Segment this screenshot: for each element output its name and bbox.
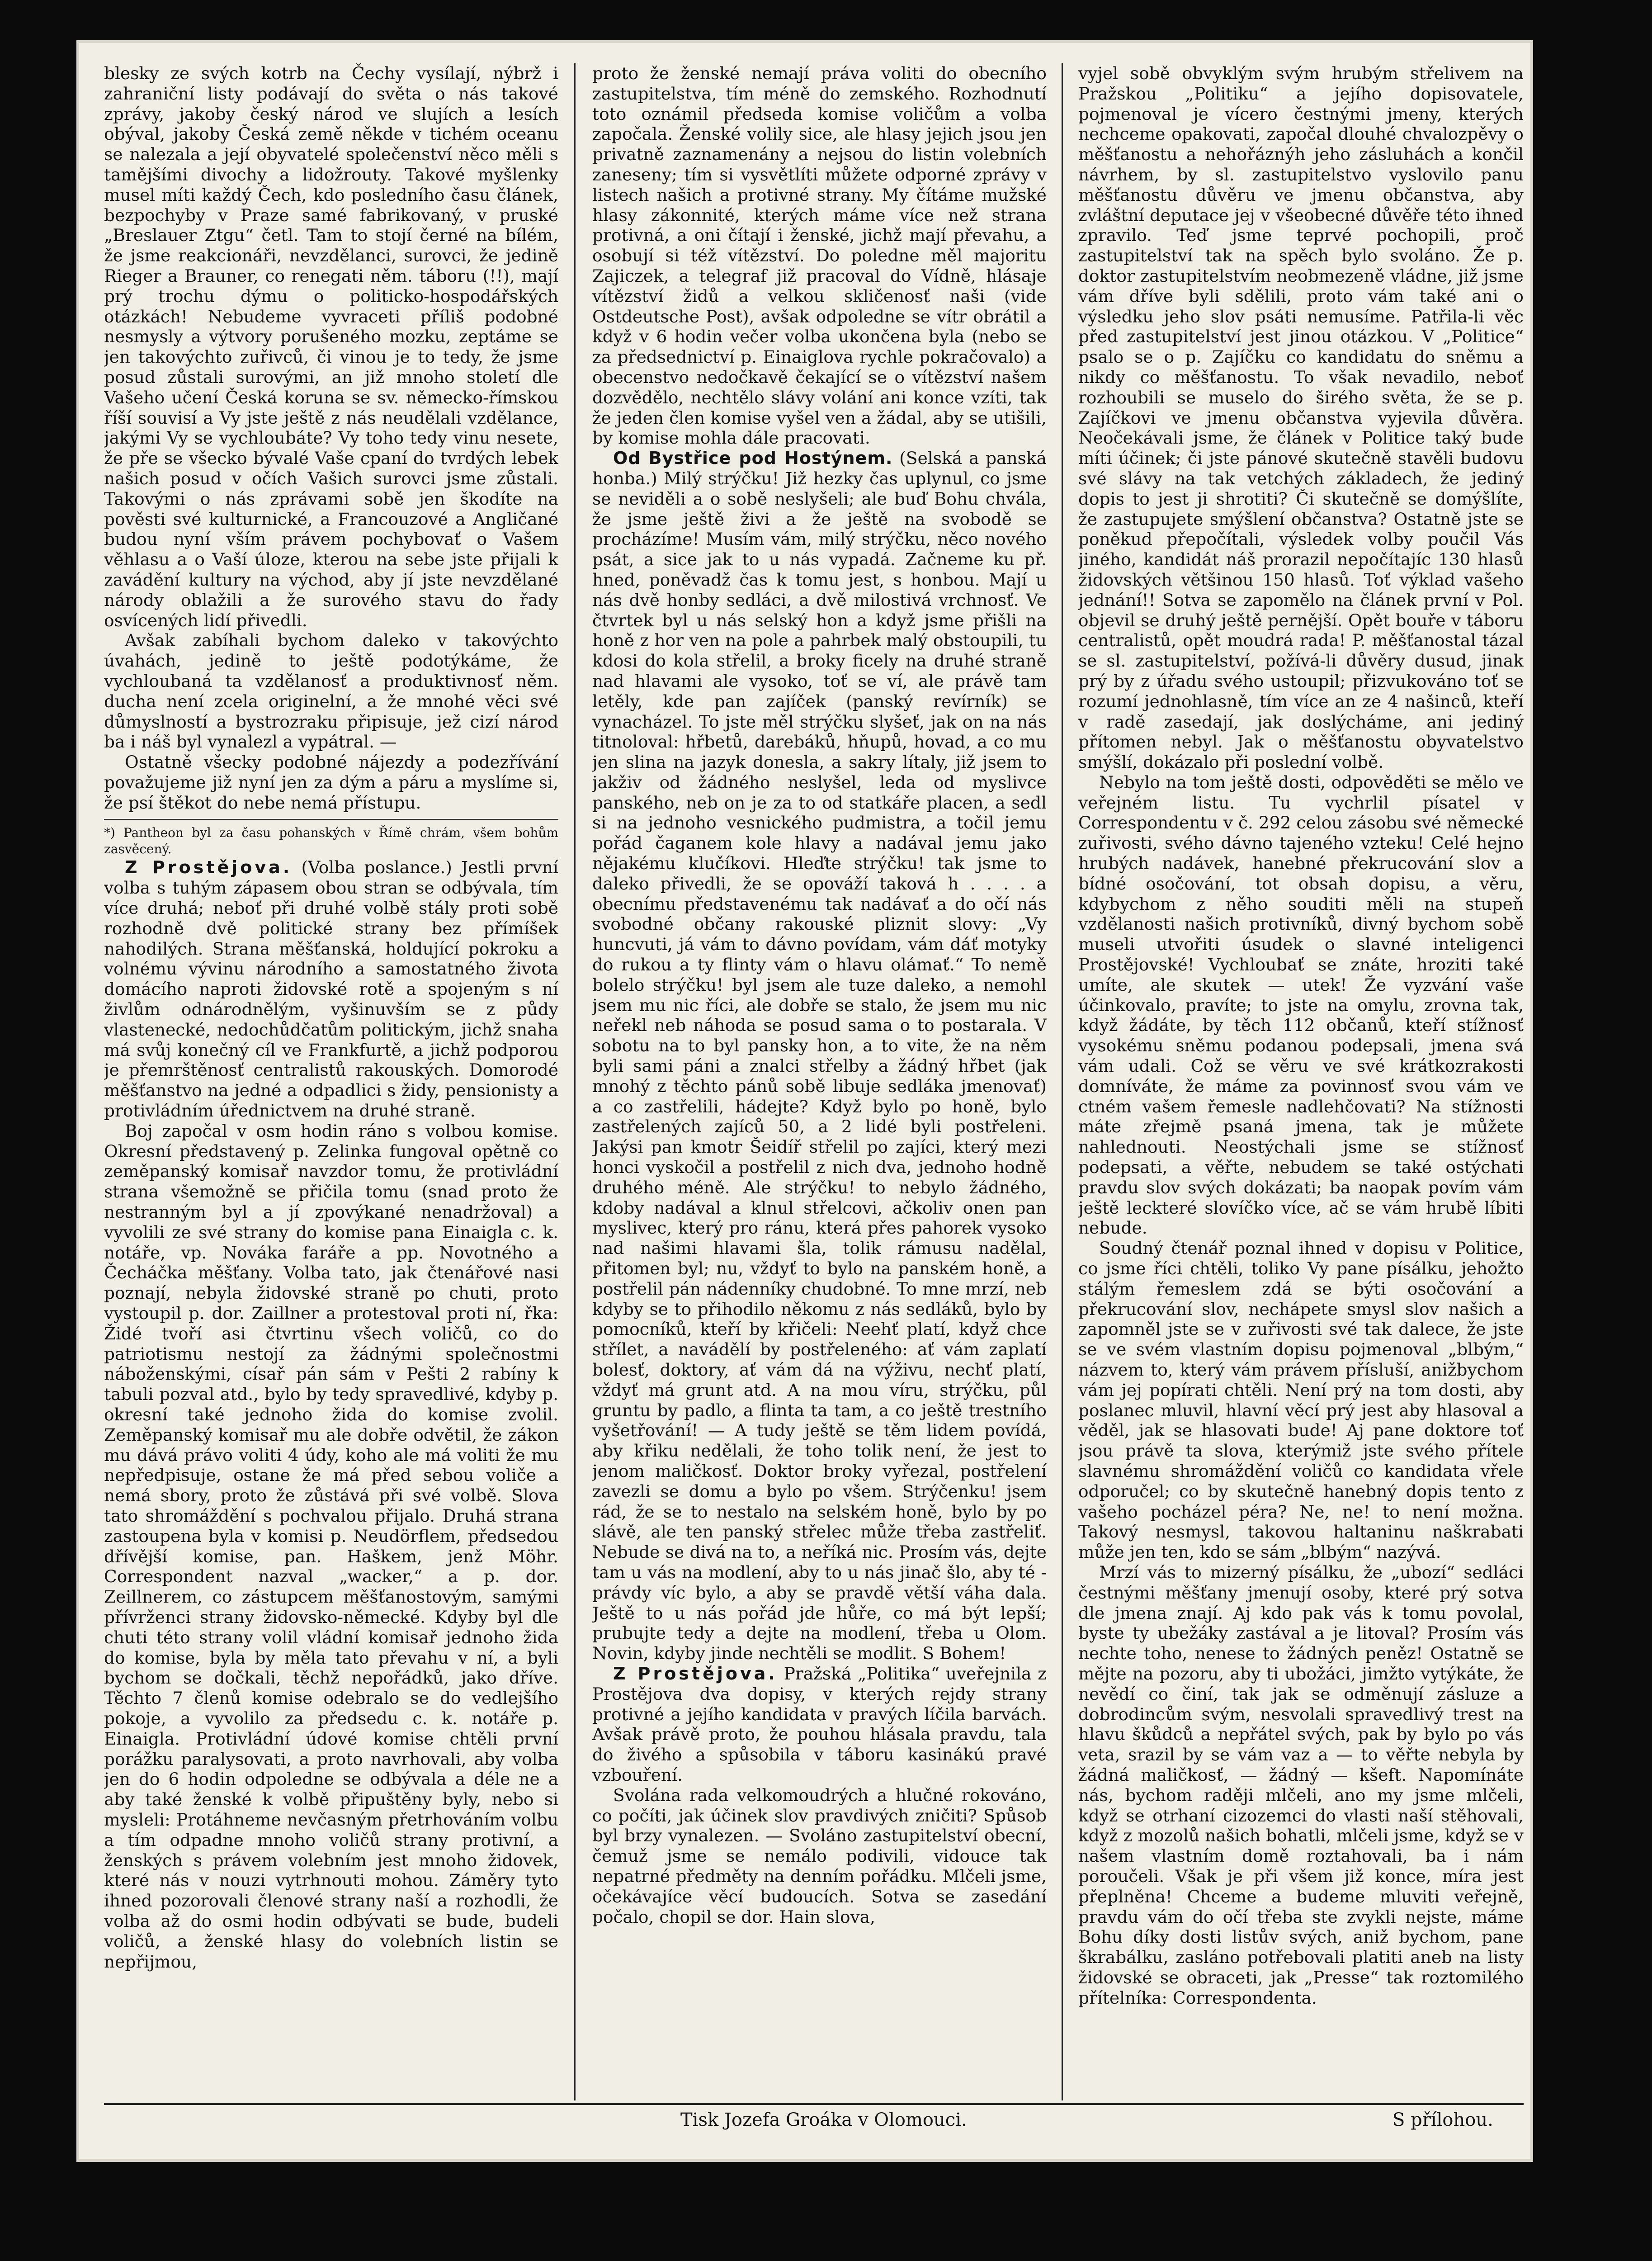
printer-imprint: Tisk Jozefa Groáka v Olomouci. xyxy=(680,2110,967,2130)
article-paragraph: proto že ženské nemají práva voliti do obecního zastupitelstva, tím méně do zemského. Rozhodnutí toto oznámil předseda komise voličům a volba započala. Ženské volily sice, ale hlasy jejich jsou jen privatně zaznamenány a nejsou do listin volebních zaneseny; tím si vysvětlíti můžete odporné zprávy v listech našich a protivné strany. My čítáme mužské hlasy zákonnité, kterých máme více než strana protivná, a oni čítají i ženské, jichž mají převahu, a osobují si též vítězství. Do poledne měl majoritu Zajiczek, a telegraf již pracoval do Vídně, hlásaje vítězství židů a velkou skličenosť naši (vide Ostdeutsche Post), avšak odpoledne se vítr obrátil a když v 6 hodin večer volba ukončena byla (nebo se za předsednictví p. Einaiglova rychle pokračovalo) a obecenstvo nedočkavě čekající se o vítězství našem dozvědělo, nechtělo slávy volání ani konce vzíti, tak že jeden člen komise vyšel ven a žádal, aby se utišili, by komise mohla dále pracovati. xyxy=(592,63,1047,448)
footer-rule xyxy=(104,2103,1524,2105)
section-subtitle: (Selská a panská honba.) xyxy=(592,448,1047,488)
section-heading-prostejov: Z Prostějova. xyxy=(125,857,293,878)
column-left xyxy=(104,63,558,2098)
supplement-note: S přílohou. xyxy=(1392,2110,1493,2130)
footnote: *) Pantheon byl za času pohanských v Římě chrám, všem bohům zasvěcený. xyxy=(104,825,558,857)
article-paragraph: Boj započal v osm hodin ráno s volbou komise. Okresní představený p. Zelinka fungoval opětně co zeměpanský komisař navzdor tomu, že protivládní strana všemožně se přičila tomu (snad proto že nestranným byl a jí zpovýkané nenadržoval) a vyvolili ze své strany do komise pana Einaigla c. k. notáře, vp. Nováka faráře a pp. Novotného a Čecháčka měšťany. Volba tato, jak čtenářové nasi poznají, nebyla židovské straně po chuti, proto vystoupil p. dor. Zaillner a protestoval proti ní, řka: Židé tvoří asi čtvrtinu všech voličů, co do patriotismu nestojí za žádnými společnostmi náboženskými, císař pán sám v Pešti 2 rabíny k tabuli pozval atd., bylo by tedy spravedlivé, kdyby p. okresní také jednoho žida do komise zvolil. Zeměpanský komisař mu ale dobře odvětil, že zákon mu dává právo voliti 4 údy, koho ale má voliti že mu nepředpisuje, ostane že má před sebou voliče a nemá sbory, proto že zůstává při své volbě. Slova tato shromáždění s pochvalou přijalo. Druhá strana zastoupena byla v komisi p. Neudörflem, předsedou dřívější komise, pan. Haškem, jenž Möhr. Correspondent nazval „wacker,“ a p. dor. Zeillnerem, co zástupcem měšťanostovým, samými přívrženci strany židovsko-německé. Kdyby byl dle chuti této strany volil vládní komisař jednoho žida do komise, byla by měla tato převahu v ní, a byli bychom se dočkali, těchž nepořádků, jako dříve. Těchto 7 členů komise odebralo se do vedlejšího pokoje, a vyvolilo za předsedu c. k. notáře p. Einaigla. Protivládní údové komise chtěli první porážku paralysovati, a proto navrhovali, aby volba jen do 6 hodin odpoledne se odbývala a déle ne a aby také ženské k volbě připuštěny byly, nebo si mysleli: Protáhneme nevčasným přetrhováním volbu a tím odpadne mnoho voličů strany protivní, a ženských s právem volebním jest mnoho židovek, které nás v nouzi vytrhnouti mohou. Záměry tyto ihned pozorovali členové strany naší a rozhodli, že volba až do osmi hodin odbývati se bude, budeli voličů, a ženské hlasy do volebních listin se nepřijmou, xyxy=(104,1121,558,1972)
section-heading-prostejov-2: Z Prostějova. xyxy=(613,1663,778,1684)
article-paragraph: Jestli první volba s tuhým zápasem obou stran se odbývala, tím více druhá; neboť při druhé volbě stály proti sobě rozhodně dvě politické strany bez přímíšek nahodilých. Strana měšťanská, holdující pokroku a volnému vývinu národního a samostatného života domácího naproti židovské rotě a spojeným s ní živlům odnárodnělým, vyšinuvším se z půdy vlastenecké, nedochůdčatům politickým, jichž snaha má svůj konečný cíl ve Frankfurtě, a jichž podporou je přemrštěnosť centralistů rakouských. Domorodé měšťanstvo na jedné a odpadlici s židy, pensionisty a protivládním úřednictvem na druhé straně. xyxy=(104,857,558,1121)
article-columns xyxy=(104,63,1524,2098)
column-divider xyxy=(1062,63,1063,2100)
column-divider xyxy=(574,63,576,2100)
article-paragraph: blesky ze svých kotrb na Čechy vysílají, nýbrž i zahraniční listy podávají do světa o nás takové zprávy, jakoby český národ ve slujích a lesích obýval, jakoby Česká země někde v tichém oceanu se nalezala a její obyvatelé společenství něco měli s tamějšími divochy a lidožrouty. Takové myšlenky musel míti každý Čech, kdo posledního času článek, bezpochyby v Praze samé fabrikovaný, v pruské „Breslauer Ztgu“ četl. Tam to stojí černé na bílém, že jsme reakcionáři, nevzdělanci, surovci, že jedině Rieger a Brauner, co renegati něm. táboru (!!), mají prý trochu dýmu o politicko-hospodářských otázkách! Nebudeme vyvraceti příliš podobné nesmysly a výtvory porušeného mozku, zeptáme se jen takovýchto zuřivců, či vinou je to tedy, že jsme posud zůstali surovými, an již mnoho století dle Vašeho učení Česká koruna se sv. německo-římskou říší souvisí a Vy jste ještě z nás neudělali vzdělance, jakými Vy se vychloubáte? Vy toho tedy vinu nesete, že pře se všecko bývalé Vaše cpaní do tvrdých lebek našich posud v očích Vašich surovci jsme zůstali. Takovými o nás zprávami sobě jen škodíte na pověsti své kulturnické, a Francouzové a Angličané budou nyní vším právem pochybovať o Vašem věhlasu a o Vaší úloze, kterou na sebe jste přijali k zavádění kultury na východ, aby jí jste nevzdělané národy oblažili a že surového stavu do řady osvícených lidí přivedli. xyxy=(104,63,558,630)
newspaper-page xyxy=(79,43,1530,2159)
article-paragraph: Ostatně všecky podobné nájezdy a podezřívání považujeme již nyní jen za dým a páru a myslíme si, že psí štěkot do nebe nemá přístupu. xyxy=(104,752,558,813)
column-right xyxy=(1078,63,1524,2098)
article-paragraph: Svolána rada velkomoudrých a hlučné rokováno, co počíti, jak účinek slov pravdivých zničiti? Spůsob byl brzy vynalezen. — Svoláno zastupitelství obecní, čemuž jsme se nemálo podivili, vidouce tak nepatrné předměty na denním pořádku. Mlčeli jsme, očekávajíce věcí budoucích. Sotva se zasedání počalo, chopil se dor. Hain slova, xyxy=(592,1785,1047,1927)
article-paragraph: Soudný čtenář poznal ihned v dopisu v Politice, co jsme říci chtěli, toliko Vy pane písálku, jehožto stálým řemeslem zdá se býti osočování a překrucování slov, nechápete smysl slov našich a zapomněl jste se v zuřivosti své tak dalece, že jste se ve svém vlastním dopisu pojmenoval „blbým,“ názvem to, který vám právem přísluší, anižbychom vám jej popírati chtěli. Není prý na tom dosti, aby poslanec mluvil, hlavní věcí prý jest aby hlasoval a věděl, jak se hlasovati bude! Aj pane doktore toť jsou právě ta slova, kterýmiž jste svého přítele slavnému shromáždění voličů co kandidata vřele odporučel; co by skutečně hanebný dopis tento z vašeho pocházel péra? Ne, ne! to není možna. Takový nesmysl, takovou haltaninu naškrabati může jen ten, kdo se sám „blbým“ nazývá. xyxy=(1078,1238,1524,1562)
article-paragraph: Milý strýčku! Již hezky čas uplynul, co jsme se neviděli a o sobě neslyšeli; ale buď Bohu chvála, že jsme ještě živi a že ještě na svobodě se procházíme! Musím vám, milý strýčku, něco nového psát, a sice jak to u nás vypadá. Začneme ku př. hned, poněvadž čas k tomu jest, s honbou. Mají u nás dvě honby sedláci, a dvě milostivá vrchnosť. Ve čtvrtek byl u nás selský hon a když jsme přišli na honě z hor ven na pole a pahrbek malý obstoupili, tu kdosi do kola střelil, a broky ficely na druhé straně nad hlavami ale vysoko, toť se ví, ale právě tam letěly, kde pan zajíček (panský revírník) se vynacházel. To jste měl strýčku slyšeť, jak on na nás titnoloval: hřbetů, darebáků, hňupů, hovad, a co mu jen slina na jazyk donesla, a sakry lítaly, již jsem to jakživ od žádného neslyšel, leda od myslivce panského, neb on je za to od statkáře placen, a sedl si na jednoho vesnického pudmistra, a točil jemu pořád čaganem kole hlavy a nadával jemu jako nějakému klučíkovi. Hleďte strýčku! tak jsme to daleko přivedli, že se opováží taková h . . . . a obecnímu představenému tak nadávať a do očí nás svobodné občany rakouské pliznit slovy: „Vy huncvuti, já vám to dávno povídam, vám dáť motyky do rukou a ty flinty vám o hlavu olámať.“ To nemě bolelo strýčku! byl jsem ale tuze daleko, a nemohl jsem mu nic říci, ale dobře se stalo, že jsem mu nic neřekl neb náhoda se posud sama o to postarala. V sobotu na to byl pansky hon, a to vite, že na něm byli sami páni a znalci střelby a žádný hřbet (jak mnohý z těchto pánů sobě libuje sedláka jmenovať) a co zastřelili, hádejte? Když bylo po honě, bylo zastřelených zajíců 50, a 2 lidé byli postřeleni. Jakýsi pan kmotr Šeidíř střelil po zajíci, který mezi honci vyskočil a postřelil z nich dva, jednoho hodně druhého méně. Ale strýčku! to nebylo žádného, kdoby nadával a klnul střelcovi, ačkoliv onen pan myslivec, který pro ránu, která přes pahorek vysoko nad našimi hlavami šla, tolik rámusu nadělal, přitomen byl; nu, vždyť to bylo na panském honě, a postřelil pán nádenníky chudobné. To mne mrzí, neb kdyby se to přihodilo někomu z nás sedláků, bylo by pomocníků, kteří by křičeli: Neehť platí, když chce střílet, a navádělí by postřeleného: ať vám zaplatí bolesť, doktory, ať vám dá na výživu, nechť platí, vždyť má grunt atd. A na mou víru, strýčku, půl gruntu by padlo, a flinta ta tam, a co ještě trestního vyšetřování! — A tudy ještě se těm lidem povídá, aby křiku nedělali, že toho tolik není, že jest to jenom maličkosť. Doktor broky vyřezal, postřelení zavezli se domu a bylo po všem. Strýčenku! jsem rád, že se to nestalo na selském honě, bylo by po slávě, ale ten panský střelec může třeba zastřeliť. Nebude se divá na to, a neříká nic. Prosím vás, dejte tam u vás na modlení, aby to u nás jinač šlo, aby té -právdy víc bylo, a aby se pravdě větší váha dala. Ještě to u nás pořád jde hůře, co má být lepší; prubujte tedy a dejte na modlení, třeba u Olom. Novin, kdyby jinde nechtěli se modlit. S Bohem! xyxy=(592,468,1047,1664)
article-paragraph: Pražská „Politika“ uveřejnila z Prostějova dva dopisy, v kterých rejdy strany protivné a jejího kandidata v pravých líčila barvách. Avšak právě proto, že pouhou hlásala pravdu, tala do živého a spůsobila v táboru kasinákú pravé vzbouření. xyxy=(592,1663,1047,1785)
section-subtitle: (Volba poslance.) xyxy=(301,857,452,878)
article-paragraph: Nebylo na tom ještě dosti, odpověděti se mělo ve veřejném listu. Tu vychrlil písatel v Correspondentu v č. 292 celou zásobu své německé zuřivosti, svého dávno tajeného vzteku! Celé hejno hrubých nadávek, hanebné překrucování slov a bídné osočování, tot obsah dopisu, a věru, kdybychom z něho souditi měli na stupeň vzdělanosti našich protivníků, divný bychom sobě museli utvořiti úsudek o slavné inteligenci Prostějovské! Vychloubať se znáte, hroziti také umíte, ale skutek — utek! Že vyzvání vaše účinkovalo, pravíte; to jste na omylu, zrovna tak, když žádáte, by těch 112 občanů, kteří stížnosť vysokému sněmu podanou podepsali, jmena svá vám udali. Což se věru ve své krátkozrakosti domníváte, že máme za povinnosť svou vám ve ctném vašem řemesle nadlehčovati? Na stížnosti máte zřejmě psaná jmena, tak je můžete nahlednouti. Neostýchali jsme se stížnosť podepsati, a věřte, nebudem se také ostýchati pravdu slov svých dokázati; ba naopak povím vám ještě leckteré slovíčko více, ač se vám hrubě líbiti nebude. xyxy=(1078,772,1524,1238)
article-paragraph: Mrzí vás to mizerný písálku, že „ubozí“ sedláci čestnými měšťany jmenují osoby, které prý sotva dle jmena znají. Aj kdo pak vás k tomu povolal, byste ty ubežáky zastával a je litoval? Prosím vás nechte toho, nenese to žádných peněz! Ostatně se mějte na pozoru, aby ti ubožáci, jimžto vytýkáte, že nevědí co činí, tak jak se odměnují zásluze a dobrodincům svým, nesvolali spravedlivý trest na hlavu škůdců a nepřátel svých, pak by bylo po vás veta, srazil by se vám vaz a — to věřte nebyla by žádná maličkosť, — žádný — kšeft. Napomínáte nás, bychom raději mlčeli, ano my jsme mlčeli, když se otrhaní cizozemci do vlasti naší stěhovali, když z mozolů našich bohatli, mlčeli jsme, když se v našem vlastním domě roztahovali, ba i nám poroučeli. Však je při všem již konce, míra jest přeplněna! Chceme a budeme mluviti veřejně, pravdu vám do očí třeba ste zvykli nejste, máme Bohu díky dosti listův svých, aniž bychom, pane škrabálku, zasláno potřebovali platiti aneb na listy židovské se obraceti, jak „Presse“ tak roztomilého přítelníka: Correspondenta. xyxy=(1078,1562,1524,2008)
column-middle xyxy=(592,63,1047,2098)
footnote-divider xyxy=(104,819,558,820)
article-paragraph: vyjel sobě obvyklým svým hrubým střelivem na Pražskou „Politiku“ a jejího dopisovatele, pojmenoval je vícero čestnými jmeny, kterých nechceme opakovati, započal dlouhé chvalozpěvy o měšťanostu a nehořáznýh jeho zásluhách a končil návrhem, by sl. zastupitelstvo vyslovilo panu měšťanostu důvěru ve jmenu občanstva, aby zvláštní deputace jej v všeobecné důvěře této ihned zpravilo. Teď jsme teprvé pochopili, proč zastupitelství tak na spěch bylo svoláno. Že p. doktor zastupitelstvím neobmezeně vládne, již jsme vám dříve byli sdělili, proto vám také ani o výsledku jeho slov psáti nemusíme. Patřila-li věc před zastupitelství jest jinou otázkou. V „Politice“ psalo se o p. Zajíčku co kandidatu do sněmu a nikdy co měšťanostu. To však nevadilo, neboť rozhoubili se muselo do širého světa, že se p. Zajíčkovi ve jmenu občanstva vyjevila důvěra. Neočekávali jsme, že článek v Politice taký bude míti účinek; či jste pánové skutečně stavěli budovu své slávy na tak vetchých základech, že jediný dopis to jest ji shrotiti? Či skutečně se domýšlíte, že zastupujete smýšlení občanstva? Ostatně jste se poněkud přepočítali, výsledek volby poučil Vás jiného, kandidát náš prorazil nepočítajíc 130 hlasů židovských většinou 150 hlasů. Toť výklad vašeho jednání!! Sotva se zapomělo na článek první v Pol. objevil se druhý ještě pernější. Opět bouře v táboru centralistů, opět moudrá rada! P. měšťanostal tázal se sl. zastupitelství, požívá-li důvěry dusud, jinak prý by z úřadu svého ustoupil; přizvukováno toť se rozumí jednohlasně, tím více an ze 4 našinců, kteří v radě zasedají, jak doslýcháme, ani jediný přítomen nebyl. Jak o měšťanostu obyvatelstvo smýšlí, dokázalo při poslední volbě. xyxy=(1078,63,1524,772)
article-paragraph: Avšak zabíhali bychom daleko v takovýchto úvahách, jedině to ještě podotýkáme, že vychloubaná ta vzdělanosť a produktivnosť něm. ducha není zcela originelní, a že mnohé věci své důmyslností a bystrozraku připisuje, jež cizí národ ba i náš byl vynalezl a vypátral. — xyxy=(104,630,558,752)
section-heading-bystrice: Od Bystřice pod Hostýnem. xyxy=(613,448,893,468)
